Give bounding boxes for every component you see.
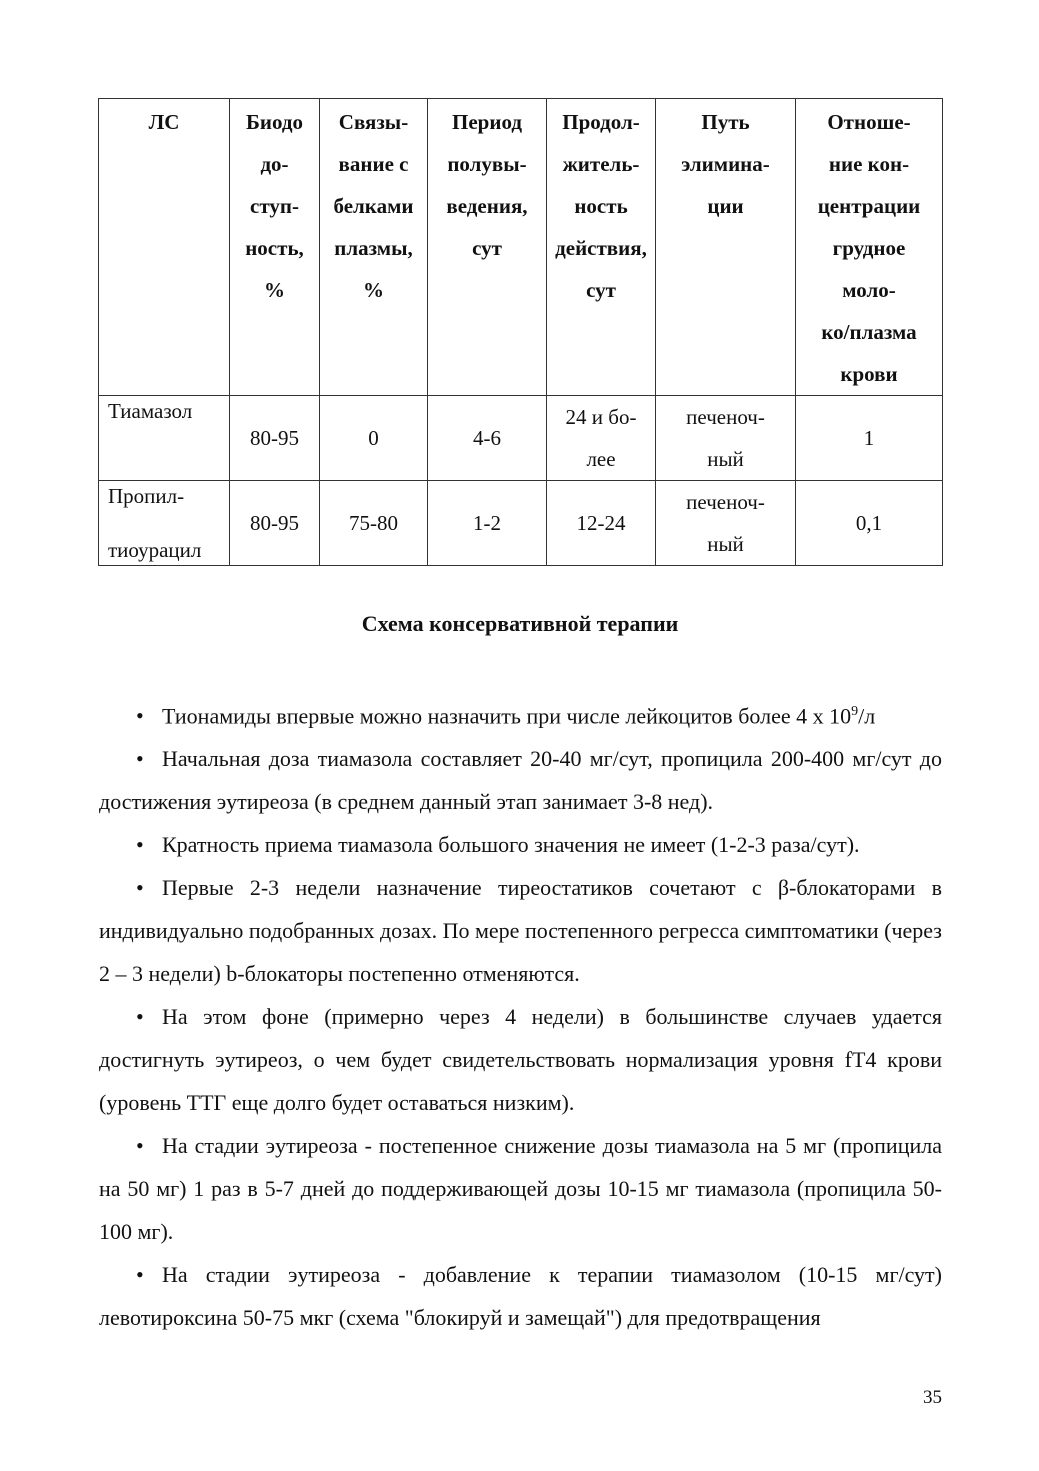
bullet-text: Тионамиды впервые можно назначить при числе лейкоцитов более 4 х 10 xyxy=(162,703,852,729)
bullet-text: На этом фоне (примерно через 4 недели) в большинстве случаев удается достигнуть эутиреоз, о чем будет свидетельствовать нормализация уровня fT4 крови (уровень ТТГ еще долго будет оставаться низким). xyxy=(99,1004,942,1116)
table-cell xyxy=(320,396,428,481)
cell-line: 80-95 xyxy=(250,511,299,535)
bullet-icon: • xyxy=(136,1262,144,1288)
cell-line: 1 xyxy=(863,426,875,450)
header-line: ции xyxy=(707,194,744,218)
cell-line: 0 xyxy=(368,426,379,450)
table-cell xyxy=(230,396,320,481)
table-row xyxy=(99,396,943,481)
bullet-text: На стадии эутиреоза - постепенное снижение дозы тиамазола на 5 мг (пропицила на 50 мг) 1 раз в 5-7 дней до поддерживающей дозы 10-15 мг тиамазола (пропицила 50-100 мг). xyxy=(99,1133,942,1245)
cell-line: 4-6 xyxy=(473,426,501,450)
bullet-item xyxy=(99,1253,942,1339)
drug-comparison-table xyxy=(98,98,943,566)
header-line: ступ- xyxy=(250,194,299,218)
header-line: % xyxy=(264,278,285,302)
table-cell xyxy=(796,396,943,481)
header-line: элимина- xyxy=(681,152,770,176)
page-number: 35 xyxy=(923,1387,942,1408)
cell-line: печеноч- xyxy=(686,490,765,514)
header-line: ность, xyxy=(245,236,304,260)
bullet-item xyxy=(99,823,942,866)
header-line: сут xyxy=(472,236,502,260)
table-cell xyxy=(428,481,547,566)
drug-name-line: тиоурацил xyxy=(108,538,202,562)
bullet-icon: • xyxy=(136,832,144,858)
header-line: ЛС xyxy=(148,110,180,134)
bullet-superscript: 9 xyxy=(851,704,859,719)
header-line: плазмы, xyxy=(334,236,413,260)
header-line: вание с xyxy=(338,152,409,176)
cell-line: лее xyxy=(586,447,616,471)
header-line: ведения, xyxy=(446,194,528,218)
drug-name-line: Пропил- xyxy=(108,484,185,508)
bullet-icon: • xyxy=(136,703,144,729)
bullet-text: На стадии эутиреоза - добавление к терапии тиамазолом (10-15 мг/сут) левотироксина 50-75 мкг (схема "блокируй и замещай") для предотвращения xyxy=(99,1262,942,1331)
cell-line: 24 и бо- xyxy=(565,405,637,429)
cell-line: ный xyxy=(707,447,744,471)
header-line: центрации xyxy=(817,194,921,218)
header-line: действия, xyxy=(555,236,647,260)
cell-line: печеноч- xyxy=(686,405,765,429)
table-header-cell xyxy=(428,99,547,396)
table-header-cell xyxy=(796,99,943,396)
header-line: Период xyxy=(452,110,522,134)
header-line: Связы- xyxy=(338,110,409,134)
table-header-row xyxy=(99,99,943,396)
section-title: Схема консервативной терапии xyxy=(361,611,679,636)
bullet-item xyxy=(99,995,942,1124)
header-line: Отноше- xyxy=(827,110,911,134)
bullet-suffix: /л xyxy=(858,703,876,729)
drug-name-cell xyxy=(99,396,230,481)
header-line: грудное xyxy=(832,236,906,260)
table-cell xyxy=(656,481,796,566)
header-line: житель- xyxy=(562,152,640,176)
header-line: белками xyxy=(333,194,414,218)
cell-line: 75-80 xyxy=(349,511,398,535)
header-line: Путь xyxy=(701,110,750,134)
bullet-item xyxy=(99,1124,942,1253)
table-header-cell xyxy=(99,99,230,396)
header-line: крови xyxy=(840,362,898,386)
bullet-icon: • xyxy=(136,875,144,901)
bullet-text: Кратность приема тиамазола большого значения не имеет (1-2-3 раза/сут). xyxy=(162,832,860,858)
table-cell xyxy=(547,396,656,481)
bullet-item xyxy=(99,737,942,823)
table-cell xyxy=(547,481,656,566)
header-line: до- xyxy=(260,152,289,176)
header-line: % xyxy=(363,278,384,302)
table-header-cell xyxy=(547,99,656,396)
header-line: моло- xyxy=(842,278,896,302)
cell-line: 1-2 xyxy=(473,511,501,535)
bullet-list xyxy=(99,690,942,1339)
drug-name-line: Тиамазол xyxy=(108,399,193,423)
bullet-text: Первые 2-3 недели назначение тиреостатиков сочетают с β-блокаторами в индивидуально подобранных дозах. По мере постепенного регресса симптоматики (через 2 – 3 недели) b-блокаторы постепенно отменяются. xyxy=(99,875,942,987)
bullet-text: Начальная доза тиамазола составляет 20-40 мг/сут, пропицила 200-400 мг/сут до достижения эутиреоза (в среднем данный этап занимает 3-8 нед). xyxy=(99,746,942,815)
bullet-icon: • xyxy=(136,746,144,772)
cell-line: 0,1 xyxy=(855,511,883,535)
bullet-icon: • xyxy=(136,1004,144,1030)
header-line: полувы- xyxy=(447,152,527,176)
bullet-item xyxy=(99,690,942,737)
cell-line: 12-24 xyxy=(576,511,626,535)
header-line: сут xyxy=(586,278,616,302)
header-line: ние кон- xyxy=(828,152,910,176)
cell-line: 80-95 xyxy=(250,426,299,450)
header-line: ко/плазма xyxy=(821,320,917,344)
header-line: Биодо xyxy=(245,110,303,134)
table-row xyxy=(99,481,943,566)
table-header-cell xyxy=(656,99,796,396)
table-cell xyxy=(428,396,547,481)
header-line: Продол- xyxy=(562,110,640,134)
header-line: ность xyxy=(574,194,628,218)
table-header-cell xyxy=(230,99,320,396)
table-cell xyxy=(320,481,428,566)
table-cell xyxy=(656,396,796,481)
bullet-item xyxy=(99,866,942,995)
drug-name-cell xyxy=(99,481,230,566)
table-header-cell xyxy=(320,99,428,396)
bullet-icon: • xyxy=(136,1133,144,1159)
cell-line: ный xyxy=(707,532,744,556)
table-cell xyxy=(796,481,943,566)
table-cell xyxy=(230,481,320,566)
